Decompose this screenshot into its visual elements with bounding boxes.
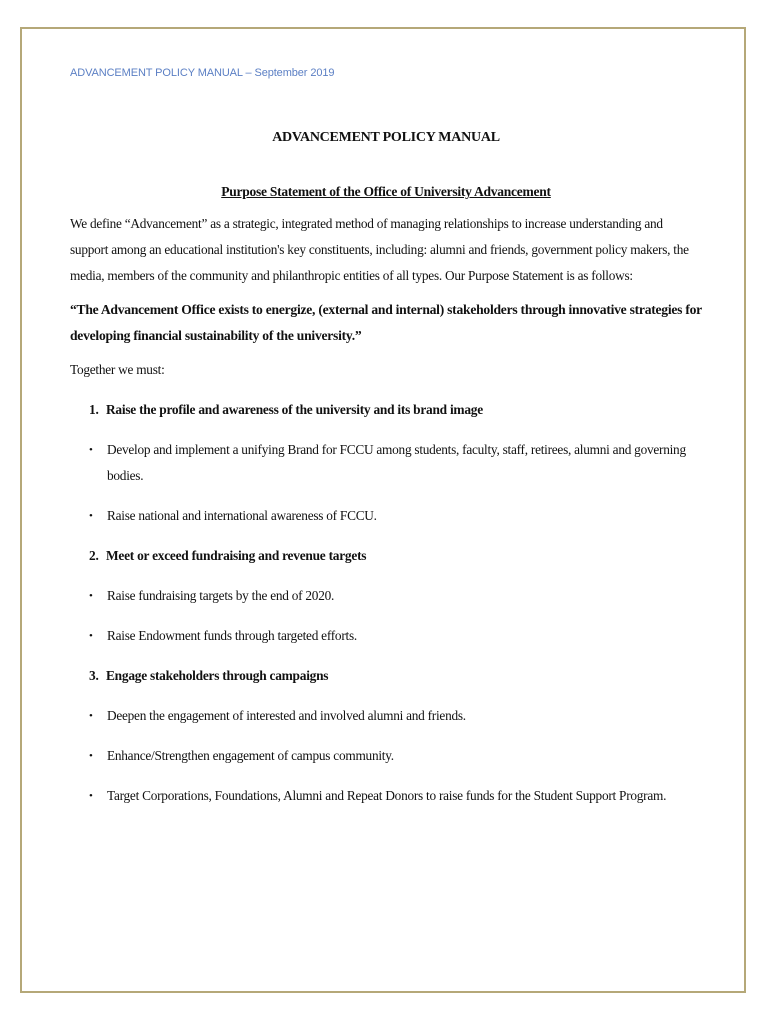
goal-bullet: [70, 783, 702, 809]
goal-bullet-text: Raise fundraising targets by the end of 2020.: [107, 588, 335, 603]
bullet-icon: •: [89, 444, 93, 456]
goal-bullet: [70, 583, 702, 609]
goal-heading: [70, 397, 702, 423]
document-body: [70, 125, 702, 809]
goal-bullet: [70, 743, 702, 769]
purpose-statement-quote: “The Advancement Office exists to energize, (external and internal) stakeholders through innovative strategies for developing financial sustainability of the university.”: [70, 302, 702, 343]
goal-bullet: [70, 703, 702, 729]
goal-number: 1.: [89, 402, 99, 417]
goal-heading-text: Meet or exceed fundraising and revenue targets: [106, 548, 367, 563]
bullet-icon: •: [89, 590, 93, 602]
goal-bullet-text: Raise national and international awareness of FCCU.: [107, 508, 377, 523]
goal-bullet-text: Enhance/Strengthen engagement of campus community.: [107, 748, 394, 763]
goal-heading: [70, 543, 702, 569]
page-border: [20, 27, 746, 993]
goal-number: 2.: [89, 548, 99, 563]
running-header: ADVANCEMENT POLICY MANUAL – September 2019: [70, 67, 335, 79]
goal-heading-text: Raise the profile and awareness of the university and its brand image: [106, 402, 483, 417]
together-line: Together we must:: [70, 362, 165, 377]
intro-paragraph: We define “Advancement” as a strategic, integrated method of managing relationships to increase understanding and support among an educational institution's key constituents, including: alumni and friends, government policy makers, the media, members of the community and philanthropic entities of all types. Our Purpose Statement is as follows:: [70, 216, 689, 283]
bullet-icon: •: [89, 630, 93, 642]
bullet-icon: •: [89, 790, 93, 802]
goal-bullet: [70, 437, 702, 489]
goal-bullet-text: Target Corporations, Foundations, Alumni and Repeat Donors to raise funds for the Student Support Program.: [107, 788, 667, 803]
goal-bullet-text: Raise Endowment funds through targeted efforts.: [107, 628, 357, 643]
goal-number: 3.: [89, 668, 99, 683]
document-title: ADVANCEMENT POLICY MANUAL: [272, 130, 500, 145]
goal-bullet-text: Develop and implement a unifying Brand for FCCU among students, faculty, staff, retirees, alumni and governing bodies.: [107, 442, 686, 483]
goal-heading-text: Engage stakeholders through campaigns: [106, 668, 329, 683]
section-subtitle: Purpose Statement of the Office of University Advancement: [221, 184, 551, 199]
goal-bullet: [70, 503, 702, 529]
goal-bullet: [70, 623, 702, 649]
bullet-icon: •: [89, 710, 93, 722]
goal-heading: [70, 663, 702, 689]
bullet-icon: •: [89, 510, 93, 522]
goal-bullet-text: Deepen the engagement of interested and involved alumni and friends.: [107, 708, 466, 723]
bullet-icon: •: [89, 750, 93, 762]
